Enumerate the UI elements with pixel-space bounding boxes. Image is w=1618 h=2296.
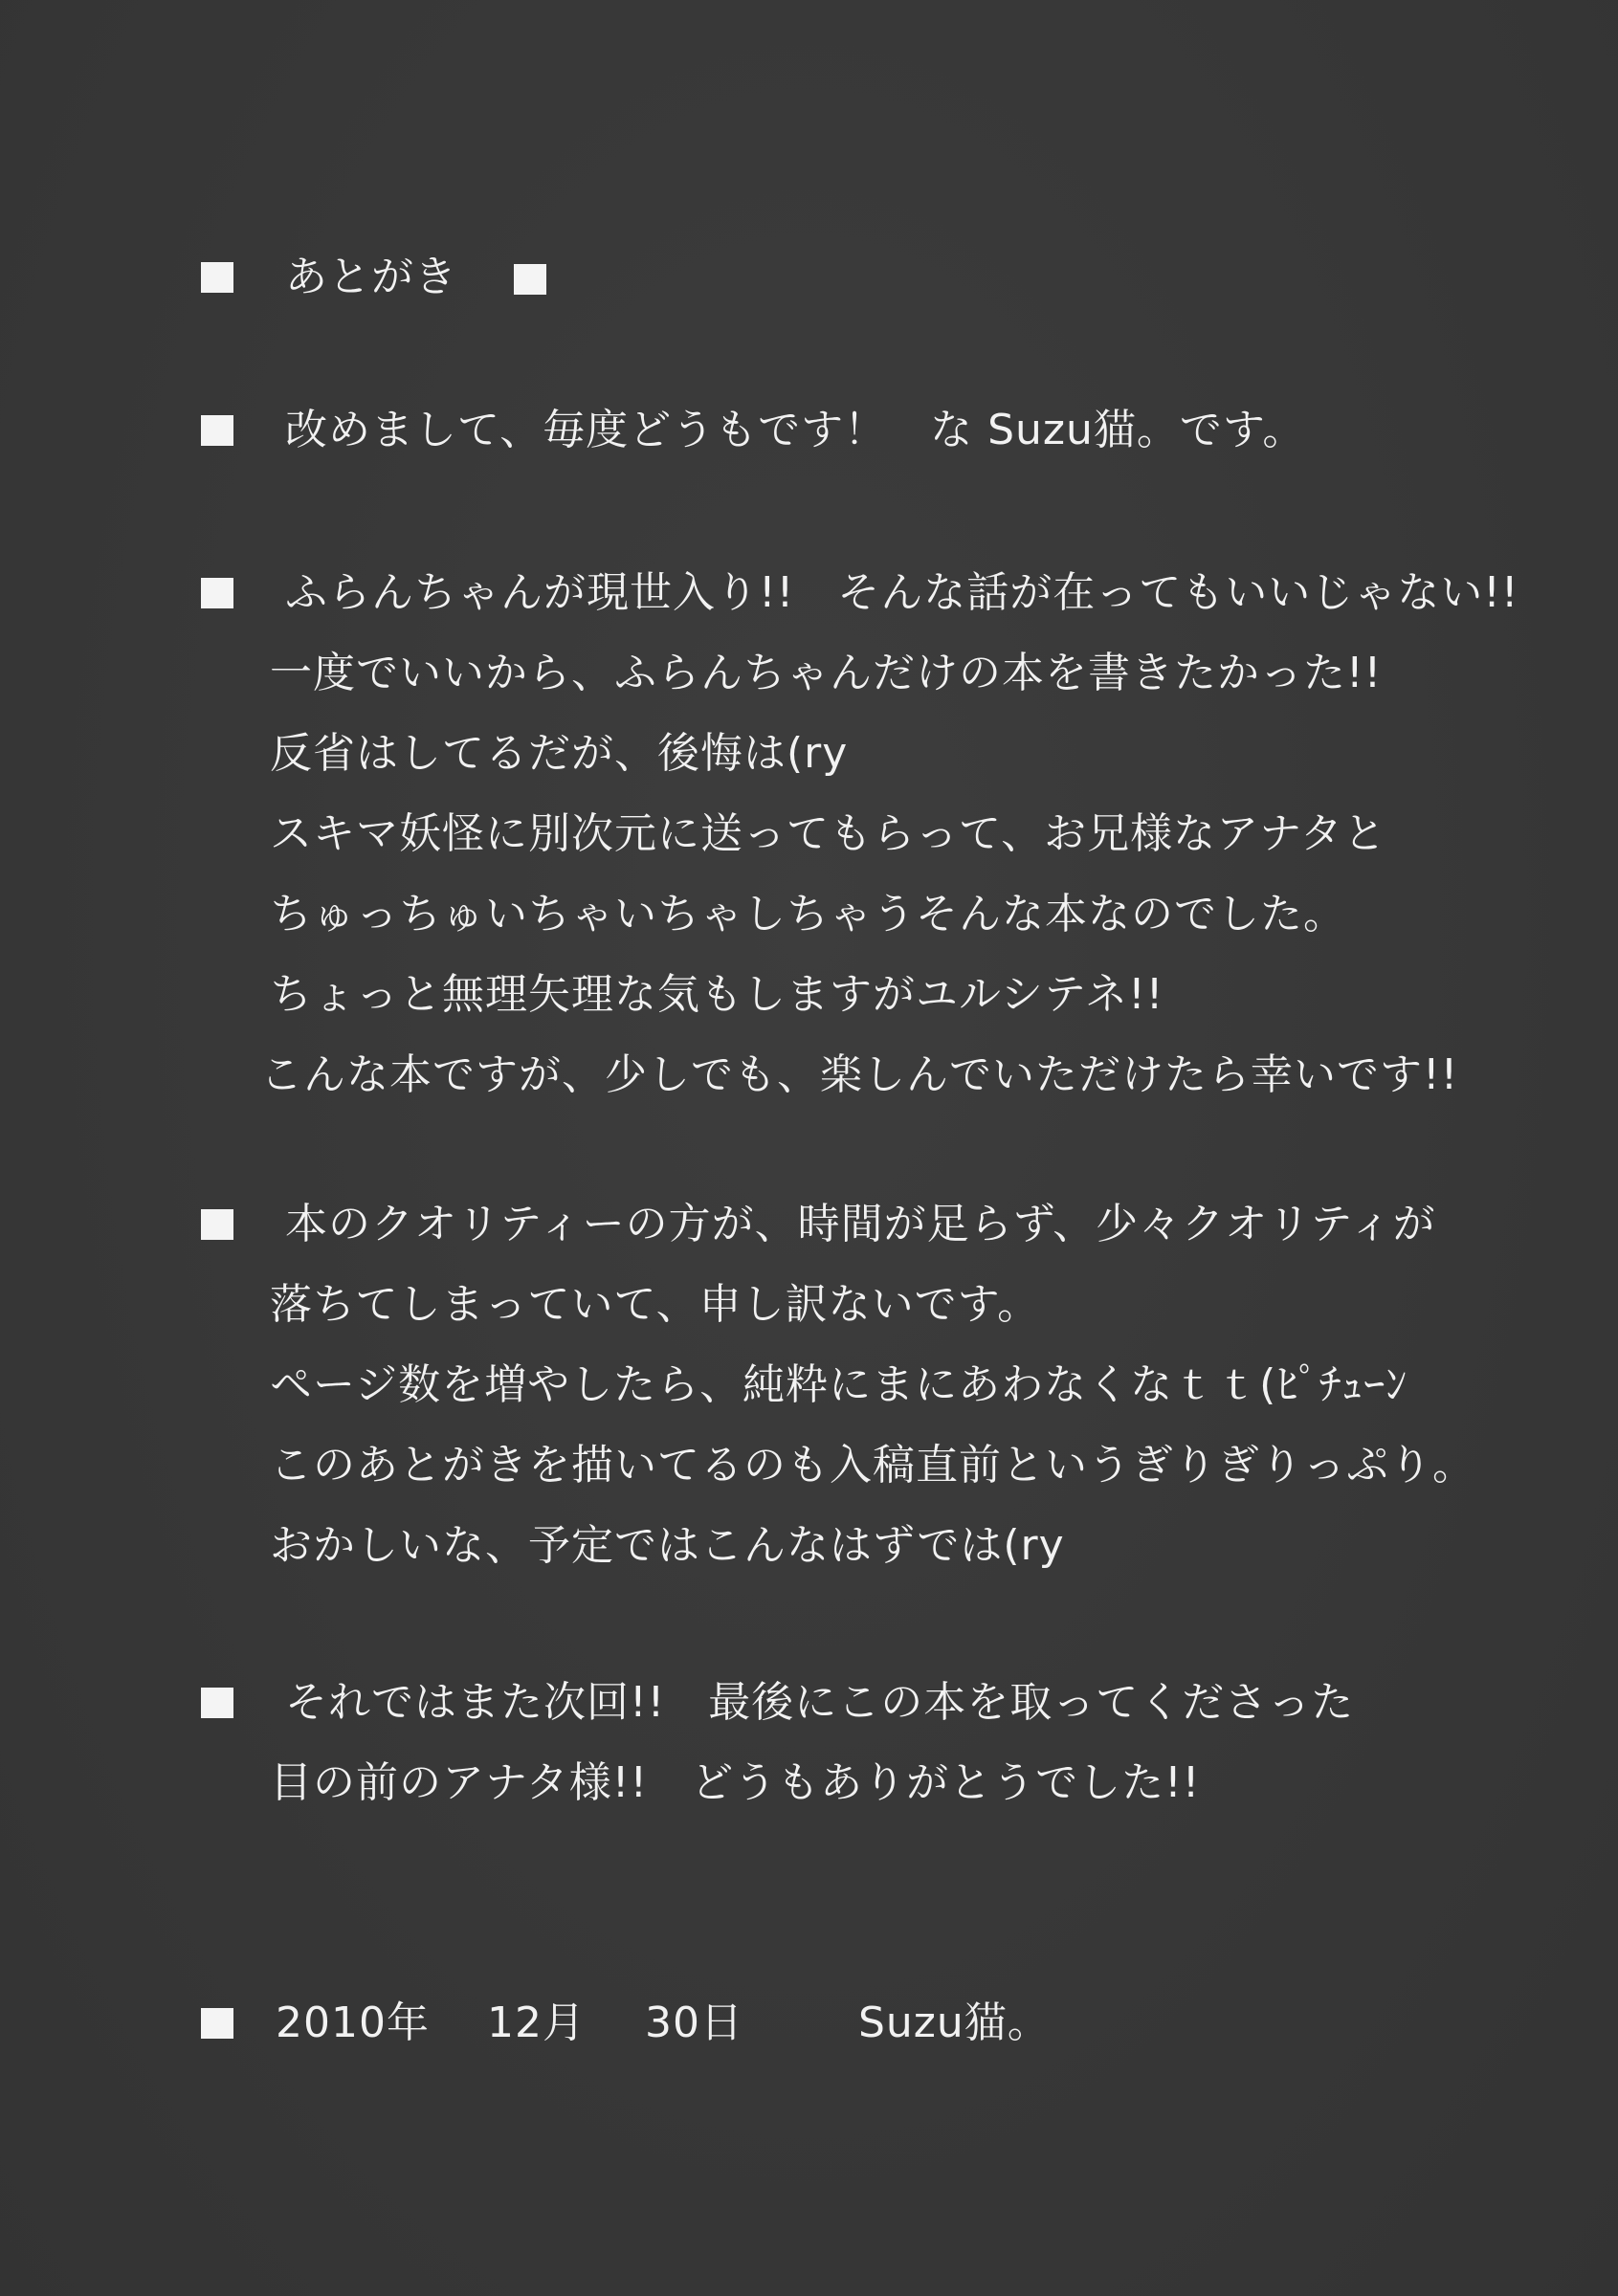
- paragraph-line: ちょっと無理矢理な気もしますがユルシテネ!!: [270, 970, 1164, 1019]
- paragraph-line: 改めまして、毎度どうもです！ な Suzu猫。です。: [285, 406, 1306, 454]
- paragraph-line: スキマ妖怪に別次元に送ってもらって、お兄様なアナタと: [270, 809, 1386, 858]
- paragraph-greeting: [201, 390, 1540, 471]
- paragraph-quality: [201, 1184, 1540, 1586]
- paragraph-line: ページ数を増やしたら、純粋にまにあわなくなｔｔ(ﾋﾟﾁｭｰﾝ: [270, 1360, 1408, 1409]
- paragraph-line: 落ちてしまっていて、申し訳ないです。: [270, 1280, 1041, 1329]
- signature-author: Suzu猫。: [857, 1998, 1051, 2047]
- square-bullet-icon: [201, 1688, 233, 1718]
- paragraph-line: ちゅっちゅいちゃいちゃしちゃうそんな本なのでした。: [270, 890, 1346, 938]
- paragraph-line: こんな本ですが、少しでも、楽しんでいただけたら幸いです!!: [260, 1050, 1459, 1099]
- paragraph-line: おかしいな、予定ではこんなはずでは(ry: [270, 1521, 1065, 1570]
- paragraph-line: 目の前のアナタ様!! どうもありがとうでした!!: [270, 1758, 1201, 1807]
- paragraph-line: ふらんちゃんが現世入り!! そんな話が在ってもいいじゃない!!: [285, 568, 1519, 617]
- square-bullet-icon: [201, 578, 233, 608]
- paragraph-line: 本のクオリティーの方が、時間が足らず、少々クオリティが: [285, 1200, 1436, 1248]
- square-bullet-icon: [201, 2008, 233, 2039]
- signature-month: 12月: [486, 1998, 586, 2047]
- paragraph-thanks: [201, 1663, 1540, 1823]
- paragraph-line: 反省はしてるだが、後悔は(ry: [270, 729, 849, 778]
- paragraph-line: このあとがきを描いてるのも入稿直前というぎりぎりっぷり。: [270, 1441, 1475, 1490]
- square-bullet-icon: [201, 262, 233, 293]
- square-bullet-icon: [201, 415, 233, 446]
- paragraph-line: 一度でいいから、ふらんちゃんだけの本を書きたかった!!: [270, 649, 1383, 697]
- paragraph-story: [201, 553, 1540, 1115]
- signature: [201, 1983, 1540, 2064]
- paragraph-line: それではまた次回!! 最後にこの本を取ってくださった: [285, 1678, 1355, 1727]
- square-bullet-icon: [514, 264, 546, 295]
- signature-day: 30日: [644, 1998, 743, 2047]
- afterword-heading: [201, 237, 1540, 318]
- signature-year: 2010年: [276, 1998, 430, 2047]
- square-bullet-icon: [201, 1209, 233, 1240]
- heading-title: あとがき: [285, 253, 457, 301]
